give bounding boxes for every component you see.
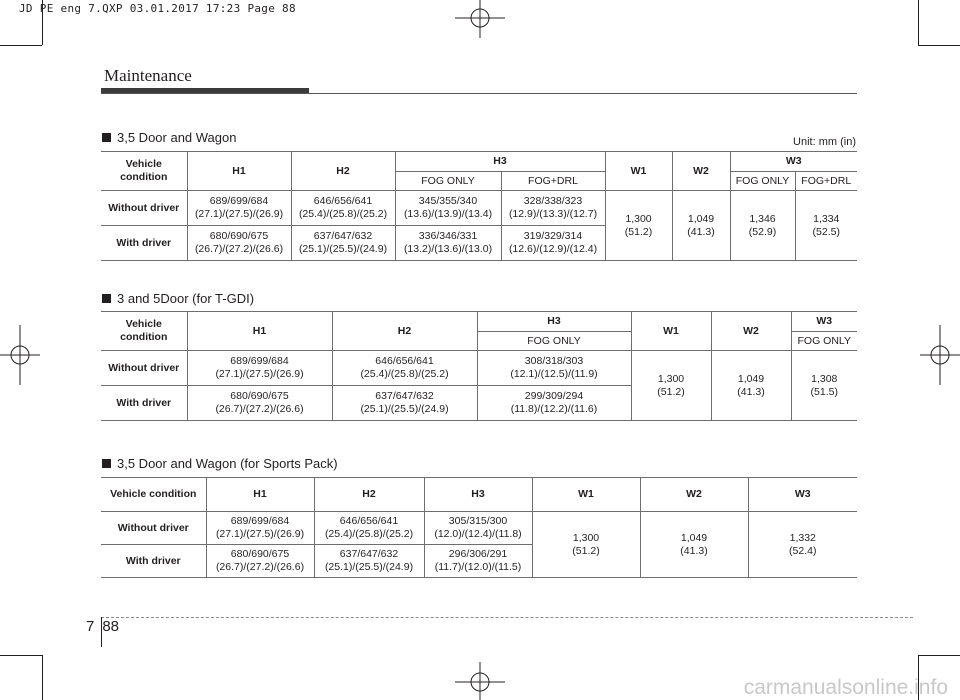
page-number-value: 88 <box>102 618 120 635</box>
header-vehicle-condition: Vehicle condition <box>101 152 187 191</box>
chapter-number: 7 <box>86 618 95 635</box>
footer-rule <box>101 617 913 618</box>
registration-mark-icon <box>455 0 505 38</box>
subheader-w3-fog-only: FOG ONLY <box>791 332 857 351</box>
row-condition: Without driver <box>101 351 187 386</box>
section-heading <box>102 456 338 471</box>
cell-h1: 680/690/675 (26.7)/(27.2)/(26.6) <box>187 386 332 421</box>
header-w3: W3 <box>730 152 857 172</box>
subheader-h3-fog-drl: FOG+DRL <box>501 172 605 191</box>
header-h1: H1 <box>187 312 332 351</box>
cell-h2: 637/647/632 (25.1)/(25.5)/(24.9) <box>291 226 395 261</box>
cell-w1: 1,300 (51.2) <box>532 512 640 578</box>
cell-h3-fog-drl: 319/329/314 (12.6)/(12.9)/(12.4) <box>501 226 605 261</box>
header-vehicle-condition: Vehicle condition <box>101 478 206 512</box>
header-w3: W3 <box>748 478 857 512</box>
cell-h3-fog-drl: 328/338/323 (12.9)/(13.3)/(12.7) <box>501 191 605 226</box>
header-w2: W2 <box>711 312 791 351</box>
crop-mark <box>918 0 919 45</box>
cell-h3: 308/318/303 (12.1)/(12.5)/(11.9) <box>477 351 631 386</box>
registration-mark-icon <box>0 325 40 385</box>
crop-mark <box>42 655 43 700</box>
header-h3: H3 <box>424 478 532 512</box>
header-h1: H1 <box>187 152 291 191</box>
spec-table-t-gdi <box>101 311 857 421</box>
cell-h2: 646/656/641 (25.4)/(25.8)/(25.2) <box>291 191 395 226</box>
page-number <box>86 618 119 635</box>
header-w1: W1 <box>605 152 672 191</box>
cell-w1: 1,300 (51.2) <box>605 191 672 261</box>
square-bullet-icon <box>102 459 111 468</box>
header-w2: W2 <box>640 478 748 512</box>
row-condition: With driver <box>101 386 187 421</box>
subheader-h3-fog-only: FOG ONLY <box>477 332 631 351</box>
cell-w2: 1,049 (41.3) <box>711 351 791 421</box>
header-h2: H2 <box>291 152 395 191</box>
unit-note: Unit: mm (in) <box>793 136 856 148</box>
cell-h3: 305/315/300 (12.0)/(12.4)/(11.8) <box>424 512 532 545</box>
section-heading-text: 3,5 Door and Wagon <box>117 130 237 145</box>
cell-w3: 1,308 (51.5) <box>791 351 857 421</box>
table-row <box>101 191 857 226</box>
cell-w1: 1,300 (51.2) <box>631 351 711 421</box>
crop-mark <box>918 45 960 46</box>
cell-w3: 1,332 (52.4) <box>748 512 857 578</box>
header-w2: W2 <box>672 152 730 191</box>
square-bullet-icon <box>102 133 111 142</box>
cell-h2: 646/656/641 (25.4)/(25.8)/(25.2) <box>332 351 477 386</box>
cell-h3-fog-only: 336/346/331 (13.2)/(13.6)/(13.0) <box>395 226 501 261</box>
watermark: carmanualsonline.info <box>743 676 948 699</box>
spec-table-sports-pack <box>101 477 857 578</box>
section-heading <box>102 291 254 306</box>
table-row <box>101 512 857 545</box>
registration-mark-icon <box>455 662 505 700</box>
cell-h1: 689/699/684 (27.1)/(27.5)/(26.9) <box>187 351 332 386</box>
section-heading <box>102 130 236 145</box>
cell-h2: 637/647/632 (25.1)/(25.5)/(24.9) <box>332 386 477 421</box>
cell-w3-fog-drl: 1,334 (52.5) <box>795 191 857 261</box>
subheader-w3-fog-drl: FOG+DRL <box>795 172 857 191</box>
cell-h3: 296/306/291 (11.7)/(12.0)/(11.5) <box>424 545 532 578</box>
title-underline-rule <box>101 93 857 94</box>
subheader-w3-fog-only: FOG ONLY <box>730 172 795 191</box>
row-condition: Without driver <box>101 512 206 545</box>
cell-h3-fog-only: 345/355/340 (13.6)/(13.9)/(13.4) <box>395 191 501 226</box>
crop-mark <box>0 45 42 46</box>
row-condition: Without driver <box>101 191 187 226</box>
cell-h1: 689/699/684 (27.1)/(27.5)/(26.9) <box>206 512 314 545</box>
square-bullet-icon <box>102 294 111 303</box>
row-condition: With driver <box>101 226 187 261</box>
table-row <box>101 351 857 386</box>
header-vehicle-condition: Vehicle condition <box>101 312 187 351</box>
header-h2: H2 <box>332 312 477 351</box>
cell-h2: 646/656/641 (25.4)/(25.8)/(25.2) <box>314 512 424 545</box>
cell-w3-fog-only: 1,346 (52.9) <box>730 191 795 261</box>
header-h3: H3 <box>477 312 631 332</box>
header-w3: W3 <box>791 312 857 332</box>
cell-w2: 1,049 (41.3) <box>640 512 748 578</box>
spec-table-3-5-door-wagon <box>101 151 857 261</box>
cell-h1: 680/690/675 (26.7)/(27.2)/(26.6) <box>187 226 291 261</box>
row-condition: With driver <box>101 545 206 578</box>
cell-w2: 1,049 (41.3) <box>672 191 730 261</box>
cell-h3: 299/309/294 (11.8)/(12.2)/(11.6) <box>477 386 631 421</box>
cell-h2: 637/647/632 (25.1)/(25.5)/(24.9) <box>314 545 424 578</box>
header-h2: H2 <box>314 478 424 512</box>
cell-h1: 680/690/675 (26.7)/(27.2)/(26.6) <box>206 545 314 578</box>
crop-mark <box>0 655 42 656</box>
section-heading-text: 3,5 Door and Wagon (for Sports Pack) <box>117 456 338 471</box>
header-w1: W1 <box>631 312 711 351</box>
section-heading-text: 3 and 5Door (for T-GDI) <box>117 291 255 306</box>
cell-h1: 689/699/684 (27.1)/(27.5)/(26.9) <box>187 191 291 226</box>
crop-mark <box>918 655 960 656</box>
chapter-title: Maintenance <box>104 66 192 85</box>
header-w1: W1 <box>532 478 640 512</box>
header-h1: H1 <box>206 478 314 512</box>
header-h3: H3 <box>395 152 605 172</box>
print-slug: JD PE eng 7.QXP 03.01.2017 17:23 Page 88 <box>19 2 296 15</box>
subheader-h3-fog-only: FOG ONLY <box>395 172 501 191</box>
registration-mark-icon <box>920 325 960 385</box>
